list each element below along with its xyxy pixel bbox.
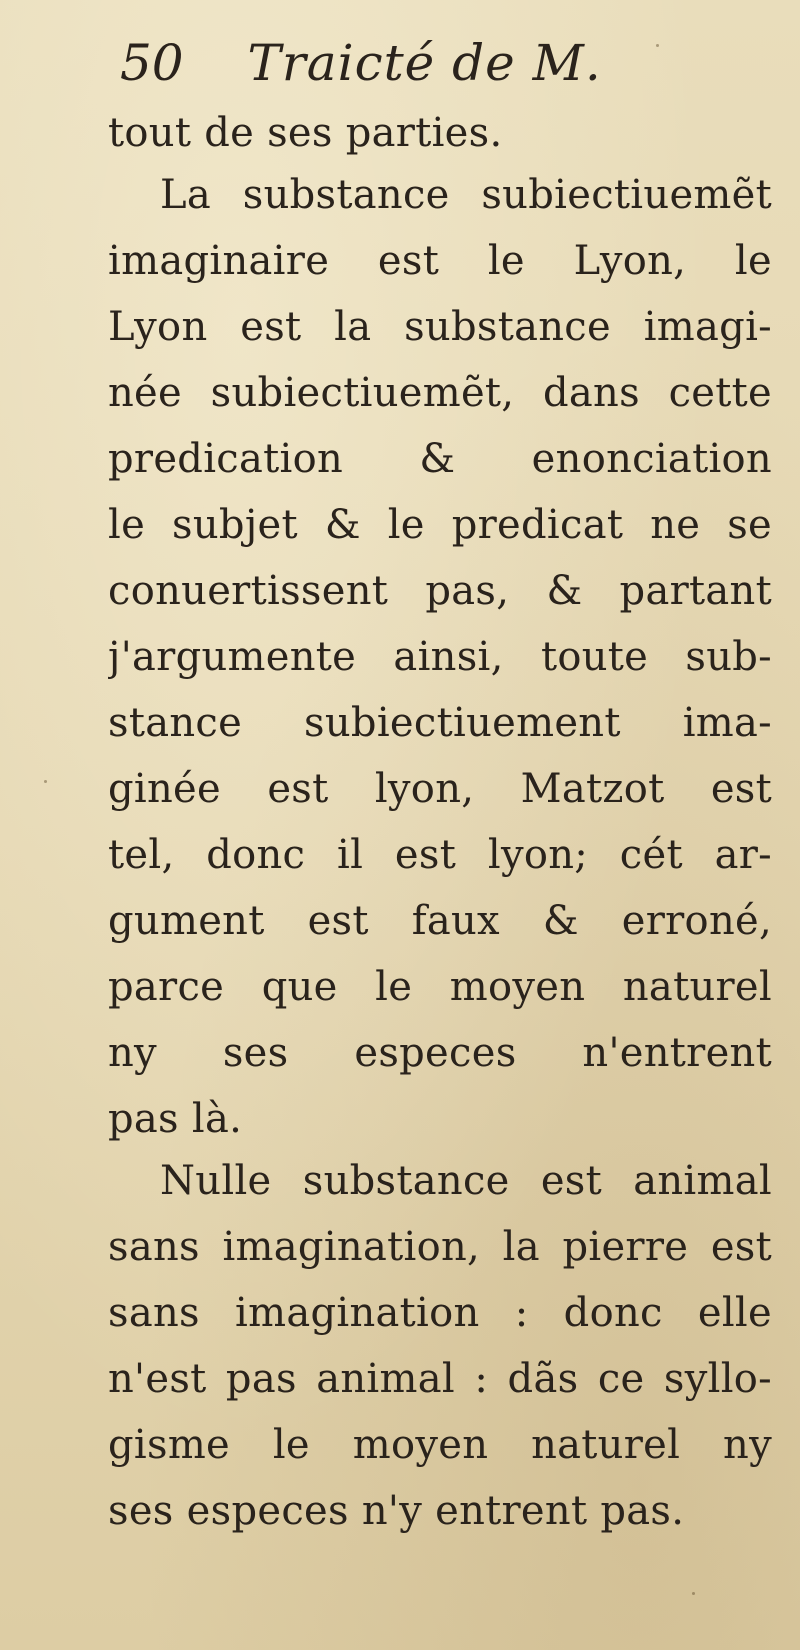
text-line: ses especes n'y entrent pas. <box>108 1488 685 1534</box>
text-line: sans imagination, la pierre est <box>108 1224 772 1270</box>
text-line: n'est pas animal : dãs ce syllo- <box>108 1356 772 1402</box>
paper-speck <box>692 1592 695 1595</box>
text-line: stance subiectiuement ima- <box>108 700 772 746</box>
text-line: pas là. <box>108 1096 243 1142</box>
text-line: j'argumente ainsi, toute sub- <box>108 634 772 680</box>
text-line: gument est faux & erroné, <box>108 898 772 944</box>
text-line: tout de ses parties. <box>108 110 503 156</box>
page-number: 50 <box>120 34 184 92</box>
text-line: née subiectiuemẽt, dans cette <box>108 370 772 416</box>
text-line: ginée est lyon, Matzot est <box>108 766 772 812</box>
text-line: La substance subiectiuemẽt <box>160 172 772 218</box>
text-line: sans imagination : donc elle <box>108 1290 772 1336</box>
text-line: tel, donc il est lyon; cét ar- <box>108 832 772 878</box>
text-line: imaginaire est le Lyon, le <box>108 238 772 284</box>
running-title: Traicté de M. <box>247 34 602 92</box>
text-line: predication & enonciation <box>108 436 772 482</box>
text-line: parce que le moyen naturel <box>108 964 772 1010</box>
text-line: Nulle substance est animal <box>160 1158 772 1204</box>
text-line: ny ses especes n'entrent <box>108 1030 772 1076</box>
paper-speck <box>656 44 659 47</box>
text-line: conuertissent pas, & partant <box>108 568 772 614</box>
page-header <box>120 28 602 98</box>
text-line: le subjet & le predicat ne se <box>108 502 772 548</box>
text-line: gisme le moyen naturel ny <box>108 1422 772 1468</box>
text-line: Lyon est la substance imagi- <box>108 304 772 350</box>
paper-speck <box>44 780 47 783</box>
